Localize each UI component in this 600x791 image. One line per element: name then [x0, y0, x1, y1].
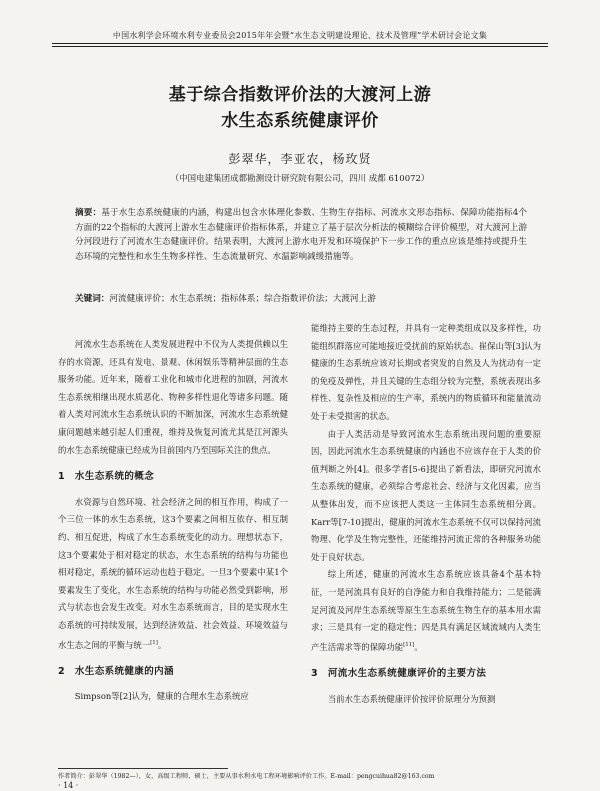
keywords-text: 河流健康评价；水生态系统；指标体系；综合指数评价法；大渡河上游: [109, 294, 376, 304]
body-paragraph: Simpson等[2]认为，健康的合理水生态系统应: [74, 691, 249, 702]
left-column: [58, 336, 288, 706]
affiliation: （中国电建集团成都勘测设计研究院有限公司，四川 成都 610072）: [170, 174, 430, 184]
keywords: [75, 292, 527, 304]
citation: [11]: [403, 641, 415, 648]
page-number: · 14 ·: [58, 781, 79, 790]
header-rule-thin: [52, 46, 548, 47]
right-column: [311, 320, 541, 708]
body-paragraph: 河流水生态系统在人类发展进程中不仅为人类提供赖以生存的水资源，还具有发电、景观、休闲娱乐等精神层面的生态服务功能。近年来，随着工业化和城市化进程的加剧，河流水生态系统相继出现水质恶化、物种多样性退化等诸多问题。随着人类对河流水生态系统认识的不断加深，河流水生态系统健康问题越来越引起人们重视，维持及恢复河流尤其是江河源头的水生态系统健康已经成为目前国内乃至国际关注的焦点。: [58, 339, 288, 455]
running-header: 中国水利学会环境水利专业委员会2015年年会暨“水生态文明建设理论、技术及管理”学术研讨会论文集: [112, 31, 488, 40]
section-heading-1: 1 水生态系统的概念: [58, 471, 155, 483]
title-line-1: 基于综合指数评价法的大渡河上游: [168, 85, 432, 105]
title-line-2: 水生态系统健康评价: [221, 111, 379, 131]
body-paragraph: 当前水生态系统健康评价按评价原理分为预测: [327, 693, 496, 704]
keywords-label: 关键词：: [75, 294, 110, 304]
body-paragraph: 综上所述，健康的河流水生态系统应该具备4个基本特征，一是河流具有良好的自净能力和自我维持能力；二是能满足河流及河岸生态系统等原生生态系统生物生存的基本用水需求；三是具有一定的稳定性；四是具有满足区域流域内人类生产生活需求等的保障功能[11]。: [311, 569, 541, 652]
paragraph-text: 水资源与自然环境、社会经济之间的相互作用，构成了一个三位一体的水生态系统，这3个要素之间相互依存、相互制约、相互促进，构成了水生态系统变化的动力。理想状态下，这3个要素处于相对稳定的状态，水生态系统的结构与功能也相对稳定，系统的循环运动也趋于稳定。一旦3个要素中某1个要素发生了变化，水生态系统的结构与功能必然受到影响，形式与状态也会发生改变。对水生态系统而言，目的是实现水生态系统的可持续发展，达到经济效益、社会效益、环境效益与水生态之间的平衡与统一: [58, 496, 288, 650]
abstract-text: 基于水生态系统健康的内涵，构建出包含水体理化参数、生物生存指标、河流水文形态指标、保障功能指标4个方面的22个指标的大渡河上游水生态健康评价指标体系，并建立了基于层次分析法的模糊综合评价模型，对大渡河上游分河段进行了河流水生态健康评价。结果表明，大渡河上游水电开发和环境保护下一步工作的重点应该是维持或提升生态环境的完整性和水生生物多样性、生态流量研究、水温影响减缓措施等。: [75, 208, 527, 262]
citation: [1]: [150, 639, 158, 646]
footnote-rule: [58, 768, 228, 769]
author-footnote: 作者简介：彭翠华（1982—），女，高级工程师，硕士，主要从事水利水电工程环境影响评价工作。E-mail：pengcuihua82@163.com: [58, 773, 435, 780]
abstract-label: 摘要：: [75, 208, 102, 218]
paragraph-text: 综上所述，健康的河流水生态系统应该具备4个基本特征，一是河流具有良好的自净能力和自我维持能力；二是能满足河流及河岸生态系统等原生生态系统生物生存的基本用水需求；三是具有一定的稳定性；四是具有满足区域流域内人类生产生活需求等的保障功能: [311, 569, 541, 652]
abstract: [75, 206, 527, 264]
body-paragraph: 由于人类活动是导致河流水生态系统出现问题的重要原因，因此河流水生态系统健康的内涵也不应该存在于人类的价值判断之外[4]。很多学者[5-6]提出了新看法，即研究河流水生态系统的健康，必须综合考虑社会、经济与文化因素，应当从整体出发，而不应该把人类这一主体同生态系统相分离。Karr等[7-10]提出，健康的河流水生态系统不仅可以保持河流物理、化学及生物完整性，还能维持河流正常的各种服务功能处于良好状态。: [311, 428, 541, 562]
header-rule: [52, 43, 548, 44]
authors: 彭翠华，李亚农，杨玫贤: [228, 152, 372, 166]
section-heading-2: 2 水生态系统健康的内涵: [58, 665, 174, 677]
body-paragraph: 能维持主要的生态过程，并具有一定种类组成以及多样性，功能组织群落应可能地接近受扰前的原始状态。崔保山等[3]认为健康的生态系统应该对长期或者突发的自然及人为扰动有一定的免疫及弹性，并且关键的生态组分较为完整，系统表现出多样性、复杂性及相应的生产率，系统内的物质循环和能量流动处于未受损害的状态。: [311, 323, 541, 421]
body-paragraph: 水资源与自然环境、社会经济之间的相互作用，构成了一个三位一体的水生态系统，这3个要素之间相互依存、相互制约、相互促进，构成了水生态系统变化的动力。理想状态下，这3个要素处于相对稳定的状态，水生态系统的结构与功能也相对稳定，系统的循环运动也趋于稳定。一旦3个要素中某1个要素发生了变化，水生态系统的结构与功能必然受到影响，形式与状态也会发生改变。对水生态系统而言，目的是实现水生态系统的可持续发展，达到经济效益、社会效益、环境效益与水生态之间的平衡与统一[1]。: [58, 496, 288, 650]
section-heading-3: 3 河流水生态系统健康评价的主要方法: [311, 668, 487, 680]
